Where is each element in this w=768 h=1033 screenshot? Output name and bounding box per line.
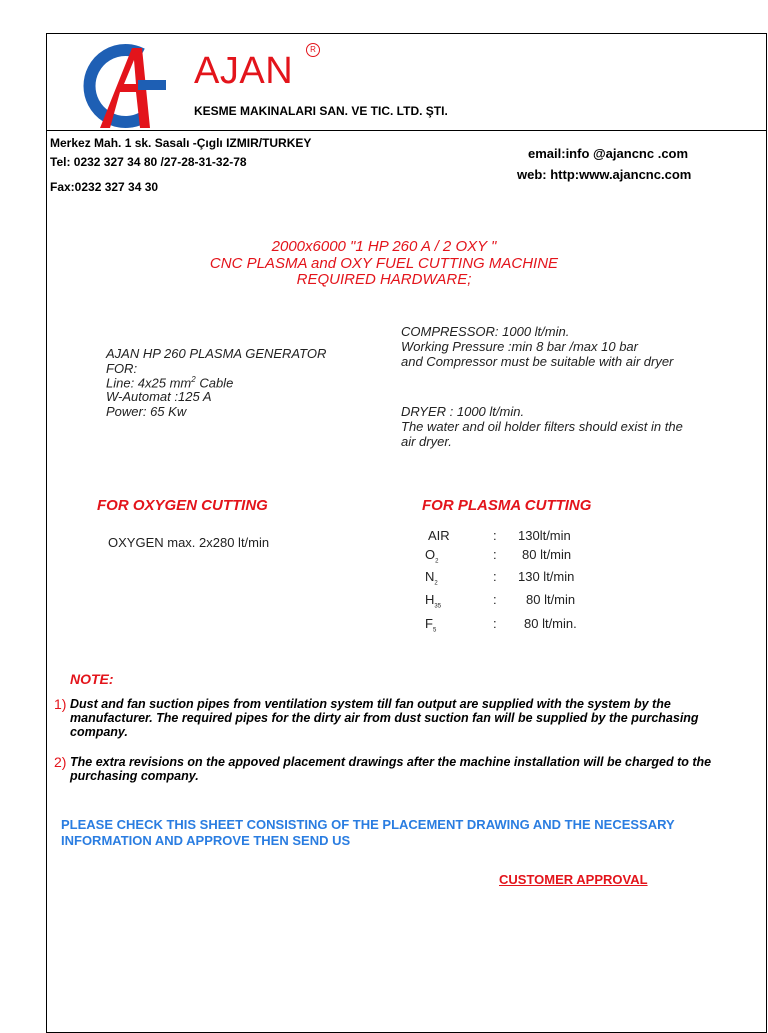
gas-sep: : [493,547,497,562]
title-line-1: 2000x6000 "1 HP 260 A / 2 OXY " [271,238,497,255]
gas-name: $H_{35}$ [425,592,442,610]
registered-mark: R [306,43,320,57]
title-line-2: CNC PLASMA and OXY FUEL CUTTING MACHINE [209,255,559,272]
generator-power: Power: 65 Kw [106,404,187,419]
dryer-title: DRYER : 1000 lt/min. [401,404,525,419]
note-number: 1) [54,696,67,712]
compressor-pressure: Working Pressure :min 8 bar /max 10 bar [401,339,638,354]
gas-value: 130lt/min [518,528,571,543]
gas-value: 80 lt/min [522,547,572,562]
plasma-heading: FOR PLASMA CUTTING [422,497,592,514]
company-name: KESME MAKINALARI SAN. VE TIC. LTD. ŞTI. [194,104,448,118]
oxygen-heading: FOR OXYGEN CUTTING [97,497,268,514]
check-instruction: PLEASE CHECK THIS SHEET CONSISTING OF THE PLACEMENT DRAWING AND THE NECESSARY INFORMATION AND APPROVE THEN SEND US [61,817,675,848]
generator-name: AJAN HP 260 PLASMA GENERATOR [106,346,327,361]
fax-line: Fax:0232 327 34 30 [50,180,159,194]
email-line: email:info @ajancnc .com [528,146,689,161]
dryer-note-1: The water and oil holder filters should exist in the [401,419,683,434]
gas-name: $O_2$ [425,547,439,565]
gas-sep: : [493,616,497,631]
address-line: Merkez Mah. 1 sk. Sasalı -Çıglı IZMIR/TURKEY [50,136,312,150]
tel-line: Tel: 0232 327 34 80 /27-28-31-32-78 [50,155,247,169]
generator-line: Line: 4x25 $mm^2$ Cable [106,375,234,391]
oxygen-value: OXYGEN max. 2x280 lt/min [108,535,270,550]
customer-approval: CUSTOMER APPROVAL [499,872,648,887]
gas-name: $N_2$ [425,569,438,587]
header-divider [46,130,767,131]
web-line: web: http:www.ajancnc.com [517,167,692,182]
gas-sep: : [493,569,497,584]
compressor-note: and Compressor must be suitable with air dryer [401,354,674,369]
dryer-note-2: air dryer. [401,434,452,449]
gas-value: 130 lt/min [518,569,575,584]
generator-automat: W-Automat :125 A [106,389,212,404]
gas-name: AIR [428,528,450,543]
note-text: The extra revisions on the appoved placement drawings after the machine installation will be charged to the purchasing company. [70,755,712,783]
note-text: Dust and fan suction pipes from ventilation system till fan output are supplied with the system by the manufacturer. The required pipes for the dirty air from dust suction fan will be supplied by the purchasing company. [70,697,699,739]
gas-name: $F_5$ [425,616,437,634]
note-heading: NOTE: [70,671,114,687]
brand-name: AJAN [194,50,294,92]
generator-for: FOR: [106,361,138,376]
compressor-title: COMPRESSOR: 1000 lt/min. [401,324,570,339]
gas-sep: : [493,528,497,543]
gas-value: 80 lt/min [526,592,576,607]
ajan-logo [80,40,170,130]
gas-value: 80 lt/min. [524,616,577,631]
gas-sep: : [493,592,497,607]
title-line-3: REQUIRED HARDWARE; [296,271,472,288]
note-number: 2) [54,754,67,770]
